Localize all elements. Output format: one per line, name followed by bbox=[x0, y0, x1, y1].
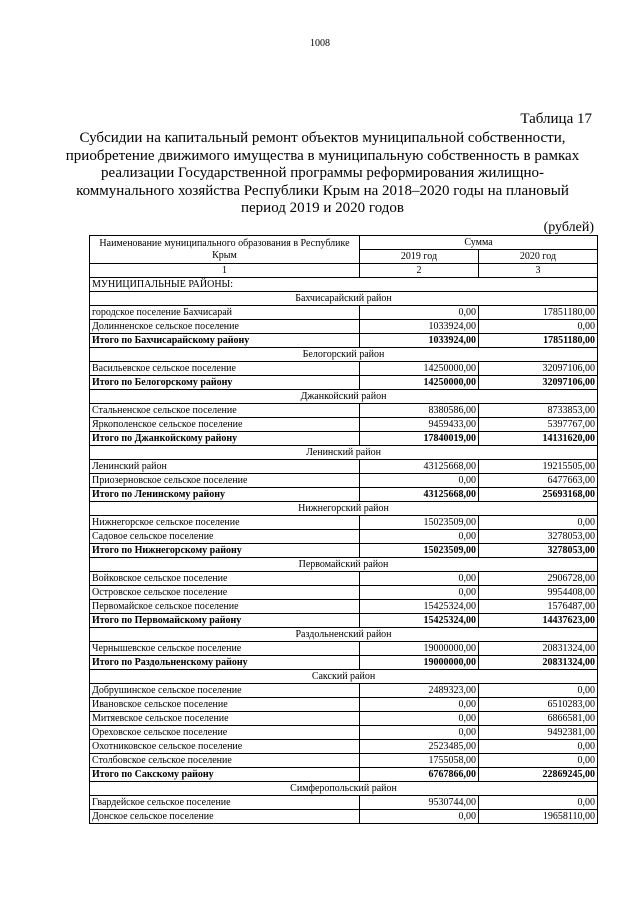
table-row bbox=[90, 530, 598, 544]
district-total-row bbox=[90, 376, 598, 390]
amount-2020: 19658110,00 bbox=[479, 810, 598, 824]
column-number-1: 1 bbox=[90, 264, 360, 278]
amount-2019: 0,00 bbox=[360, 530, 479, 544]
municipality-name: Итого по Ленинскому району bbox=[90, 488, 360, 502]
municipality-name: Итого по Первомайскому району bbox=[90, 614, 360, 628]
amount-2019: 17840019,00 bbox=[360, 432, 479, 446]
amount-2019: 14250000,00 bbox=[360, 362, 479, 376]
amount-2020: 8733853,00 bbox=[479, 404, 598, 418]
municipality-name: Итого по Сакскому району bbox=[90, 768, 360, 782]
amount-2020: 1576487,00 bbox=[479, 600, 598, 614]
amount-2019: 2523485,00 bbox=[360, 740, 479, 754]
subsidies-table bbox=[89, 235, 598, 824]
district-header-row bbox=[90, 292, 598, 306]
amount-2020: 6477663,00 bbox=[479, 474, 598, 488]
amount-2019: 14250000,00 bbox=[360, 376, 479, 390]
amount-2019: 0,00 bbox=[360, 306, 479, 320]
table-row bbox=[90, 516, 598, 530]
district-header-row bbox=[90, 782, 598, 796]
amount-2020: 22869245,00 bbox=[479, 768, 598, 782]
municipality-name: Ленинский район bbox=[90, 460, 360, 474]
amount-2020: 17851180,00 bbox=[479, 306, 598, 320]
table-row bbox=[90, 460, 598, 474]
amount-2020: 0,00 bbox=[479, 516, 598, 530]
table-row bbox=[90, 404, 598, 418]
amount-2019: 19000000,00 bbox=[360, 642, 479, 656]
district-name: Нижнегорский район bbox=[90, 502, 598, 516]
table-row bbox=[90, 712, 598, 726]
header-2019: 2019 год bbox=[360, 250, 479, 264]
district-header-row bbox=[90, 502, 598, 516]
municipality-name: Митяевское сельское поселение bbox=[90, 712, 360, 726]
table-row bbox=[90, 600, 598, 614]
amount-2019: 1033924,00 bbox=[360, 320, 479, 334]
amount-2020: 2906728,00 bbox=[479, 572, 598, 586]
header-sum: Сумма bbox=[360, 236, 598, 250]
amount-2019: 0,00 bbox=[360, 586, 479, 600]
table-row bbox=[90, 320, 598, 334]
municipality-name: Итого по Бахчисарайскому району bbox=[90, 334, 360, 348]
amount-2019: 43125668,00 bbox=[360, 460, 479, 474]
column-number-2: 2 bbox=[360, 264, 479, 278]
district-header-row bbox=[90, 390, 598, 404]
municipality-name: Итого по Раздольненскому району bbox=[90, 656, 360, 670]
amount-2019: 15023509,00 bbox=[360, 544, 479, 558]
district-header-row bbox=[90, 348, 598, 362]
amount-2020: 9954408,00 bbox=[479, 586, 598, 600]
amount-2019: 15023509,00 bbox=[360, 516, 479, 530]
section-label: МУНИЦИПАЛЬНЫЕ РАЙОНЫ: bbox=[90, 278, 598, 292]
district-header-row bbox=[90, 670, 598, 684]
column-number-3: 3 bbox=[479, 264, 598, 278]
amount-2019: 1755058,00 bbox=[360, 754, 479, 768]
amount-2020: 3278053,00 bbox=[479, 530, 598, 544]
district-header-row bbox=[90, 558, 598, 572]
amount-2019: 0,00 bbox=[360, 474, 479, 488]
district-header-row bbox=[90, 628, 598, 642]
amount-2020: 3278053,00 bbox=[479, 544, 598, 558]
amount-2020: 0,00 bbox=[479, 796, 598, 810]
amount-2020: 32097106,00 bbox=[479, 362, 598, 376]
district-total-row bbox=[90, 334, 598, 348]
table-row bbox=[90, 586, 598, 600]
municipality-name: Чернышевское сельское поселение bbox=[90, 642, 360, 656]
amount-2020: 20831324,00 bbox=[479, 642, 598, 656]
table-row bbox=[90, 362, 598, 376]
amount-2020: 14131620,00 bbox=[479, 432, 598, 446]
district-total-row bbox=[90, 544, 598, 558]
district-header-row bbox=[90, 446, 598, 460]
amount-2020: 25693168,00 bbox=[479, 488, 598, 502]
district-name: Ленинский район bbox=[90, 446, 598, 460]
amount-2020: 32097106,00 bbox=[479, 376, 598, 390]
district-name: Раздольненский район bbox=[90, 628, 598, 642]
table-header-row bbox=[90, 236, 598, 250]
municipality-name: Первомайское сельское поселение bbox=[90, 600, 360, 614]
amount-2019: 9530744,00 bbox=[360, 796, 479, 810]
amount-2019: 1033924,00 bbox=[360, 334, 479, 348]
district-name: Сакский район bbox=[90, 670, 598, 684]
column-number-row bbox=[90, 264, 598, 278]
district-name: Бахчисарайский район bbox=[90, 292, 598, 306]
municipality-name: Васильевское сельское поселение bbox=[90, 362, 360, 376]
amount-2019: 43125668,00 bbox=[360, 488, 479, 502]
section-row bbox=[90, 278, 598, 292]
units-label: (рублей) bbox=[543, 220, 594, 235]
header-2020: 2020 год bbox=[479, 250, 598, 264]
table-row bbox=[90, 698, 598, 712]
header-name-column: Наименование муниципального образования в Республике Крым bbox=[90, 236, 360, 264]
amount-2020: 5397767,00 bbox=[479, 418, 598, 432]
table-row bbox=[90, 684, 598, 698]
amount-2019: 2489323,00 bbox=[360, 684, 479, 698]
district-total-row bbox=[90, 614, 598, 628]
district-name: Симферопольский район bbox=[90, 782, 598, 796]
amount-2019: 0,00 bbox=[360, 712, 479, 726]
district-name: Первомайский район bbox=[90, 558, 598, 572]
municipality-name: Гвардейское сельское поселение bbox=[90, 796, 360, 810]
municipality-name: Столбовское сельское поселение bbox=[90, 754, 360, 768]
amount-2019: 19000000,00 bbox=[360, 656, 479, 670]
table-row bbox=[90, 306, 598, 320]
amount-2019: 15425324,00 bbox=[360, 614, 479, 628]
district-total-row bbox=[90, 656, 598, 670]
municipality-name: Яркополенское сельское поселение bbox=[90, 418, 360, 432]
amount-2019: 0,00 bbox=[360, 698, 479, 712]
table-row bbox=[90, 726, 598, 740]
municipality-name: Войковское сельское поселение bbox=[90, 572, 360, 586]
table-row bbox=[90, 572, 598, 586]
amount-2020: 19215505,00 bbox=[479, 460, 598, 474]
amount-2020: 0,00 bbox=[479, 320, 598, 334]
municipality-name: Долинненское сельское поселение bbox=[90, 320, 360, 334]
table-row bbox=[90, 796, 598, 810]
district-total-row bbox=[90, 432, 598, 446]
amount-2019: 6767866,00 bbox=[360, 768, 479, 782]
district-name: Джанкойский район bbox=[90, 390, 598, 404]
amount-2020: 9492381,00 bbox=[479, 726, 598, 740]
table-row bbox=[90, 474, 598, 488]
district-total-row bbox=[90, 488, 598, 502]
municipality-name: Стальненское сельское поселение bbox=[90, 404, 360, 418]
amount-2019: 8380586,00 bbox=[360, 404, 479, 418]
table-row bbox=[90, 740, 598, 754]
amount-2020: 0,00 bbox=[479, 740, 598, 754]
amount-2020: 6866581,00 bbox=[479, 712, 598, 726]
district-total-row bbox=[90, 768, 598, 782]
municipality-name: городское поселение Бахчисарай bbox=[90, 306, 360, 320]
municipality-name: Островское сельское поселение bbox=[90, 586, 360, 600]
municipality-name: Нижнегорское сельское поселение bbox=[90, 516, 360, 530]
amount-2020: 0,00 bbox=[479, 684, 598, 698]
municipality-name: Добрушинское сельское поселение bbox=[90, 684, 360, 698]
table-row bbox=[90, 810, 598, 824]
amount-2020: 20831324,00 bbox=[479, 656, 598, 670]
district-name: Белогорский район bbox=[90, 348, 598, 362]
amount-2020: 0,00 bbox=[479, 754, 598, 768]
amount-2020: 6510283,00 bbox=[479, 698, 598, 712]
municipality-name: Донское сельское поселение bbox=[90, 810, 360, 824]
amount-2019: 15425324,00 bbox=[360, 600, 479, 614]
amount-2019: 0,00 bbox=[360, 726, 479, 740]
page-number: 1008 bbox=[310, 38, 330, 49]
municipality-name: Приозерновское сельское поселение bbox=[90, 474, 360, 488]
document-title: Субсидии на капитальный ремонт объектов муниципальной собственности, приобретение движимого имущества в муниципальную собственность в рамках реализации Государственной программы реформирования жилищно-коммунального хозяйства Республики Крым на 2018–2020 годы на плановый период 2019 и 2020 годов bbox=[65, 130, 580, 216]
municipality-name: Охотниковское сельское поселение bbox=[90, 740, 360, 754]
municipality-name: Итого по Джанкойскому району bbox=[90, 432, 360, 446]
amount-2020: 14437623,00 bbox=[479, 614, 598, 628]
municipality-name: Итого по Нижнегорскому району bbox=[90, 544, 360, 558]
table-row bbox=[90, 754, 598, 768]
amount-2020: 17851180,00 bbox=[479, 334, 598, 348]
amount-2019: 0,00 bbox=[360, 810, 479, 824]
amount-2019: 0,00 bbox=[360, 572, 479, 586]
table-row bbox=[90, 418, 598, 432]
table-number: Таблица 17 bbox=[520, 111, 592, 127]
municipality-name: Итого по Белогорскому району bbox=[90, 376, 360, 390]
municipality-name: Ивановское сельское поселение bbox=[90, 698, 360, 712]
table-row bbox=[90, 642, 598, 656]
amount-2019: 9459433,00 bbox=[360, 418, 479, 432]
municipality-name: Садовое сельское поселение bbox=[90, 530, 360, 544]
municipality-name: Ореховское сельское поселение bbox=[90, 726, 360, 740]
